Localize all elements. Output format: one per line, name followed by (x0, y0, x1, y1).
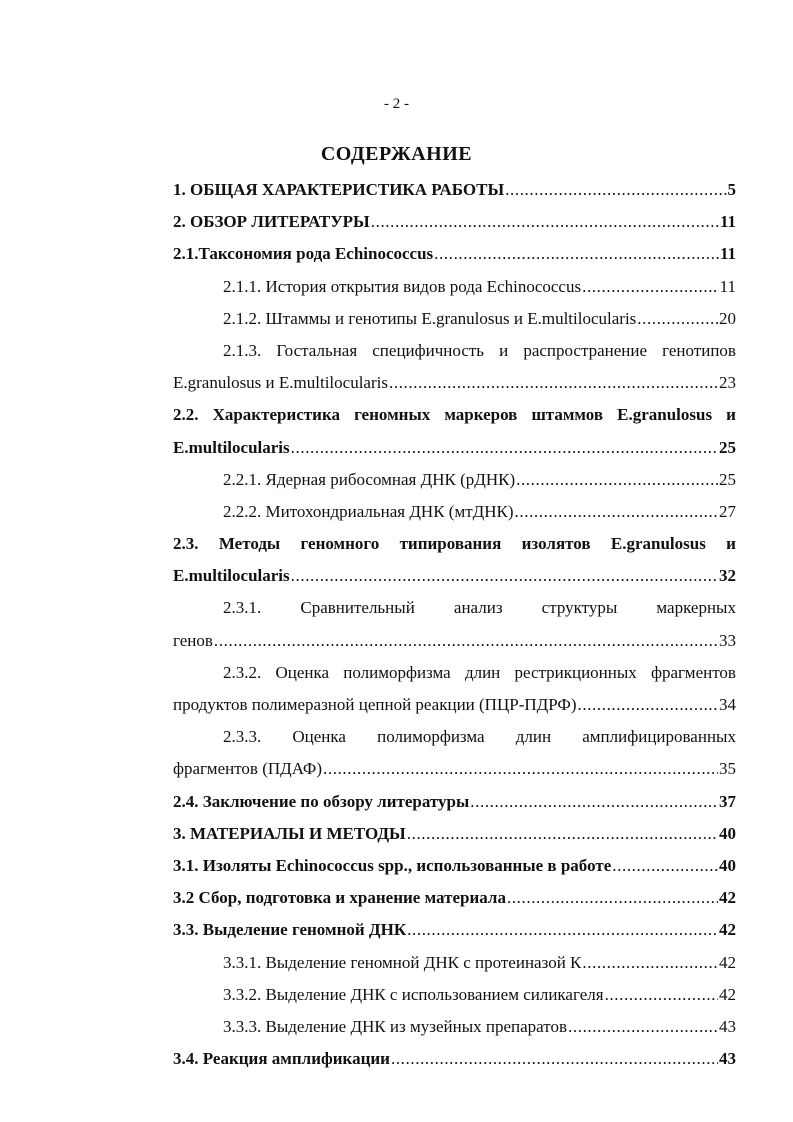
toc-entry-3: 3. МАТЕРИАЛЫ И МЕТОДЫ ..... 40 (173, 818, 736, 850)
toc-entry-3-3: 3.3. Выделение геномной ДНК ..... 42 (173, 914, 736, 946)
toc-entry-2-3-2-line1: 2.3.2. Оценка полиморфизма длин рестрикционных фрагментов (223, 662, 736, 682)
toc-entry-2-2-2: 2.2.2. Митохондриальная ДНК (мтДНК) ..... 27 (173, 496, 736, 528)
toc-entry-2-2-1: 2.2.1. Ядерная рибосомная ДНК (рДНК) ..... 25 (173, 464, 736, 496)
toc-entry-3-3-1: 3.3.1. Выделение геномной ДНК с протеиназой К ..... 42 (173, 947, 736, 979)
toc-entry-2-4: 2.4. Заключение по обзору литературы ..... 37 (173, 786, 736, 818)
toc-entry-2-3-line1: 2.3. Методы геномного типирования изолятов E.granulosus и (173, 534, 736, 554)
toc-entry-3-3-2: 3.3.2. Выделение ДНК с использованием силикагеля ..... 42 (173, 979, 736, 1011)
toc-entry-2-1-3-line2: E.granulosus и E.multilocularis ..... 23 (173, 367, 736, 399)
toc-entry-3-3-3: 3.3.3. Выделение ДНК из музейных препаратов ..... 43 (173, 1011, 736, 1043)
toc-entry-2-3-2-line2: продуктов полимеразной цепной реакции (ПЦР-ПДРФ) ..... 34 (173, 689, 736, 721)
toc-entry-2-2-line2: E.multilocularis ..... 25 (173, 432, 736, 464)
page-number: - 2 - (384, 96, 409, 112)
toc-entry-1: 1. ОБЩАЯ ХАРАКТЕРИСТИКА РАБОТЫ ..... 5 (173, 174, 736, 206)
toc-entry-2-1-1: 2.1.1. История открытия видов рода Echinococcus ..... 11 (173, 271, 736, 303)
toc-entry-2-3-3-line1: 2.3.3. Оценка полиморфизма длин амплифицированных (223, 727, 736, 747)
toc-entry-2: 2. ОБЗОР ЛИТЕРАТУРЫ ..... 11 (173, 206, 736, 238)
toc-entry-2-1: 2.1.Таксономия рода Echinococcus ..... 11 (173, 238, 736, 270)
toc-entry-2-3-1-line1: 2.3.1. Сравнительный анализ структуры маркерных (223, 598, 736, 618)
table-of-contents (173, 174, 736, 1075)
toc-entry-3-4: 3.4. Реакция амплификации ..... 43 (173, 1043, 736, 1075)
toc-entry-3-1: 3.1. Изоляты Echinococcus spp., использованные в работе ..... 40 (173, 850, 736, 882)
toc-entry-2-1-2: 2.1.2. Штаммы и генотипы E.granulosus и E.multilocularis ..... 20 (173, 303, 736, 335)
toc-entry-2-1-3-line1: 2.1.3. Гостальная специфичность и распространение генотипов (223, 340, 736, 360)
page-title: СОДЕРЖАНИЕ (320, 143, 473, 165)
toc-entry-2-3-line2: E.multilocularis ..... 32 (173, 560, 736, 592)
toc-entry-2-2-line1: 2.2. Характеристика геномных маркеров штаммов E.granulosus и (173, 405, 736, 425)
toc-entry-2-3-1-line2: генов ..... 33 (173, 625, 736, 657)
toc-entry-3-2: 3.2 Сбор, подготовка и хранение материала ..... 42 (173, 882, 736, 914)
toc-entry-2-3-3-line2: фрагментов (ПДАФ) ..... 35 (173, 753, 736, 785)
